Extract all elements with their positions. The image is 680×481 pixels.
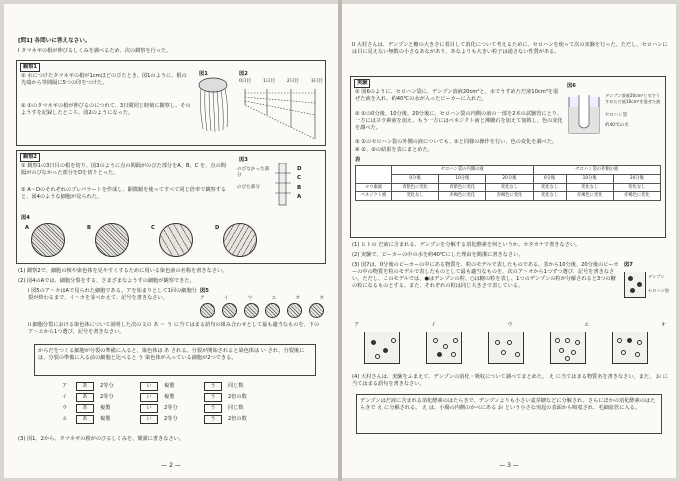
fig5-letter-e: エ [271, 296, 277, 301]
figure-3-letter-c: C [297, 175, 302, 182]
question-2-i: i 図5のア〜カはAで見られた細胞である。アを始まりとして1回の細胞分裂が終わるまで、イ〜カを並べかえて、記号を書きなさい。 [28, 288, 197, 302]
choice-value: 2等分 [100, 383, 114, 389]
table-cell: 赤褐色に変化 [486, 192, 533, 201]
fig5-cell-5 [287, 303, 302, 318]
question-1-right: (1) ヒトの だ液に含まれる、デンプンを分解する消化酵素を何というか。カタカナで書きなさい。 [352, 242, 581, 248]
table-cell: 変化なし [486, 183, 533, 192]
question-2-ii: ii 細胞分裂における染色体について説明した次の文の あ 〜 う に当てはまる語句の組み合わせとして最も適当なものを、下のア〜エから1つ選び、記号を書きなさい。 [28, 322, 320, 336]
choice-value: 複製 [100, 416, 111, 423]
results-table [355, 165, 661, 201]
table-time-cell: 10分後 [566, 174, 613, 183]
choice-value: 2等分 [164, 416, 178, 423]
table-cell: 変化なし [392, 192, 439, 201]
choice-value: 複製 [164, 394, 175, 401]
answer-choice-row [62, 393, 282, 402]
onion-root-figure [193, 77, 233, 133]
table-head-outside: セロハン袋の外側の液 [533, 166, 660, 175]
table-cell: 赤褐色に変化 [613, 192, 660, 201]
option-i-label: イ [430, 322, 436, 328]
left-page [4, 4, 338, 478]
observation-2-step-2: ② A〜Dのそれぞれのプレパラートを作成し、顕微鏡を使ってすべて同じ倍率で観察すると、図4のような細胞が見られた。 [21, 187, 227, 201]
option-u-beaker [488, 332, 524, 364]
observation-2-box [16, 150, 326, 264]
table-row-name: ヨウ素液 [356, 183, 392, 192]
choice-value: 同じ数 [228, 405, 244, 412]
table-row-name: ベネジクト液 [356, 192, 392, 201]
day-2-label: 2日目 [286, 79, 300, 84]
table-row [356, 192, 661, 201]
figure-3-stretched-label: のびた部分 [237, 185, 260, 190]
option-a-beaker [364, 332, 400, 364]
choice-value: 2倍の数 [228, 394, 247, 401]
observation-1-step-1: ① 水につけたタマネギの根が1cmほどのびたとき、図1のように、根の先端から等間隔に5つの印をつけた。 [21, 73, 187, 87]
cell-c-label: C [151, 225, 155, 231]
choice-value: 2等分 [164, 405, 178, 412]
fig5-cell-6 [309, 303, 324, 318]
fig5-letter-a: ア [200, 296, 205, 301]
choice-blank-label: あ [76, 415, 94, 424]
figure-5-letters [200, 296, 324, 302]
figure-6-note-3: 約40℃の水 [605, 123, 629, 128]
figure-3-letters [297, 165, 302, 202]
question-2-right: (2) 実験で、ビーカーの中の水を約40℃にした理由を簡潔に書きなさい。 [352, 252, 524, 258]
table-cell: 赤褐色に変化 [439, 192, 486, 201]
choice-blank-label: あ [76, 382, 94, 391]
figure-2-label: 図2 [239, 71, 248, 77]
option-u-label: ウ [507, 322, 513, 328]
figure-6-note-1: デンプン溶液20cm³と水でうすめただ液10cm³を混ぜた液 [605, 93, 661, 104]
table-result-rows [356, 183, 661, 201]
figure-7-label: 図7 [624, 262, 633, 268]
explanation-box [34, 344, 316, 376]
option-labels [354, 322, 666, 329]
choice-blank-label: い [140, 382, 158, 391]
starch-particle [637, 282, 642, 287]
fig5-letter-u: ウ [247, 296, 253, 301]
choice-blank-label: う [204, 404, 222, 413]
day-3-label: 3日目 [310, 79, 323, 84]
figure-3-letter-d: D [297, 166, 302, 172]
answer-choice-row [62, 415, 282, 424]
choice-key: イ [62, 394, 68, 401]
fig5-cell-2 [222, 303, 237, 318]
question-1: (1) 観察2で、細胞の核や染色体を見やすくするために用いる染色液の名称を書きなさい。 [18, 268, 228, 274]
question-3: (3) 図1、2から、タマネギの根がのびるしくみを、簡潔に書きなさい。 [18, 436, 185, 442]
table-time-cell: 20分後 [613, 174, 660, 183]
figure-4-label: 図4 [21, 215, 30, 221]
cell-d-label: D [215, 225, 220, 231]
beaker-cellophane-figure [565, 93, 603, 137]
figure-7-beaker [624, 272, 646, 298]
table-time-cell: 20分後 [486, 174, 533, 183]
explanation-text: からだをつくる細胞が分裂の準備に入ると、染色体は あ される。分裂が開始されると染色体は い され、分裂後には、分裂の準備に入る前の細胞と比べると う 染色体が入っている細胞が2つできる。 [38, 348, 305, 362]
experiment-tag: 実験 [354, 79, 370, 88]
choice-key: ウ [62, 405, 68, 412]
cut-root-figure [273, 163, 293, 207]
option-e-beaker [550, 332, 586, 364]
right-page [342, 4, 676, 478]
answer-choice-table [62, 382, 282, 426]
choice-blank-label: い [140, 404, 158, 413]
page-number-left: — 2 — [161, 461, 181, 469]
starch-particle [628, 276, 633, 281]
experiment-step-3: ③ ①のセロハン袋の外側の液についても、②と同様の操作を行い、色の変化を調べた。 [355, 139, 558, 145]
choice-value: 2等分 [100, 394, 114, 401]
table-cell: 青紫色に変化 [439, 183, 486, 192]
root-growth-figure [239, 87, 325, 141]
fig5-cell-1 [200, 303, 215, 318]
cell-image-a [31, 223, 65, 257]
section-i-intro: I タマネギの根が伸びるしくみを調べるため、次の観察を行った。 [18, 48, 172, 54]
choice-key: ア [62, 383, 68, 389]
figure-5-label: 図5 [200, 288, 209, 294]
table-cell: 変化なし [566, 183, 613, 192]
table-time-cell: 10分後 [439, 174, 486, 183]
fig5-letter-i: イ [223, 296, 229, 301]
answer-choice-row [62, 382, 282, 391]
observation-2-step-1: ① 観察1の3日目の根を切り、図3のように点の間隔がのびた部分をA、B、C を、点の間隔がのびなかった部分をDを切りとった。 [21, 163, 226, 177]
table-cell: 変化なし [533, 183, 566, 192]
option-o-beaker [612, 332, 648, 364]
summary-box [356, 394, 662, 434]
choice-blank-label: い [140, 393, 158, 402]
figure-3-unstretched-label: のびなかった部分 [237, 167, 270, 179]
cell-image-d [223, 223, 257, 257]
question-4-right: (4) 大村さんは、実験をふまえて、デンプンの消化・吸収について調べてまとめた。 え に当てはまる物質名を書きなさい。また、 お に当てはまる語句を書きなさい。 [352, 374, 668, 388]
observation-1-tag: 観察1 [20, 63, 40, 72]
cell-image-b [95, 223, 129, 257]
table-time-row [356, 174, 661, 183]
choice-value: 2倍の数 [228, 416, 247, 423]
option-i-beaker [426, 332, 462, 364]
figure-1-label: 図1 [199, 71, 208, 77]
table-time-cell: 0分後 [392, 174, 439, 183]
experiment-step-4: ④ ②、③の結果を表にまとめた。 [355, 147, 433, 153]
fig5-letter-ka: カ [319, 296, 324, 301]
experiment-box [350, 76, 666, 238]
table-time-cell: 0分後 [533, 174, 566, 183]
figure-6-label: 図6 [567, 83, 576, 89]
table-row [356, 183, 661, 192]
choice-blank-label: う [204, 393, 222, 402]
figure-3-letter-a: A [297, 194, 302, 201]
figure-5-cells [200, 303, 324, 318]
question-2: (2) 図4のAでは、細胞分裂をする、さまざまなようすの細胞が観察できた。 [18, 278, 195, 284]
fig5-letter-o: オ [295, 296, 301, 301]
question-3-right: (3) 図7は、0分後のビーカーの中にある物質を、粒のモデルで表したものである。表から10分後、20分後のビーカーの中の物質を粒のモデルで表したものとして最も適当なものを、次のア〜オから1つずつ選び、記号を書きなさい。ただし、このモデルでは、●はデンプンの粒、○は糖の粒を表し、1つのデンプンの粒が分解されると3つの糖の粒になるものとする。また、それぞれの粒は同じ大きさで表している。 [352, 262, 619, 290]
starch-particle [630, 288, 635, 293]
figure-6-note-2: セロハン袋 [605, 113, 627, 118]
day-0-label: 0日目 [239, 79, 252, 84]
choice-blank-label: あ [76, 404, 94, 413]
option-o-label: オ [660, 322, 666, 328]
page-number-right: — 3 — [499, 461, 519, 469]
figure-3-label: 図3 [239, 157, 248, 163]
choice-blank-label: あ [76, 393, 94, 402]
choice-key: エ [62, 416, 68, 423]
observation-1-step-2: ② ①のタマネギの根が伸びるのにつれて、3日間同じ時刻に観察し、そのようすを記録したところ、図2のようになった。 [21, 103, 191, 117]
table-cell: 青紫色に変化 [392, 183, 439, 192]
answer-choice-row [62, 404, 282, 413]
figure-2-day-labels [239, 79, 323, 85]
choice-blank-label: い [140, 415, 158, 424]
observation-1-box [16, 60, 326, 146]
table-head-inside: セロハン袋の内側の液 [392, 166, 534, 175]
question-1-heading: [問1] 各問いに答えなさい。 [18, 38, 91, 44]
fig5-cell-3 [244, 303, 259, 318]
experiment-step-1: ① 図6のように、セロハン袋に、デンプン溶液20cm³と、水でうすめただ液10cm³を混ぜた液を入れ、約40℃の水が入ったビーカーに入れた。 [355, 89, 559, 103]
option-e-label: エ [584, 322, 590, 328]
day-1-label: 1日目 [262, 79, 276, 84]
summary-text: デンプンはだ液に含まれる消化酵素のはたらきで、デンプンよりも小さい麦芽糖などに分解され、さらにほかの消化酵素のはたらきで え に分解される。 え は、小腸の内側のかべにある お という小さな突起の表面から吸収され、毛細血管に入る。 [360, 398, 656, 412]
table-label: 表 [355, 157, 361, 163]
experiment-step-2: ② ①の0分後、10分後、20分後に、セロハン袋の内側の液の一部を2本の試験管にとり、一方にはヨウ素液を加え、もう一方にはベネジクト液と沸騰石を加えて加熱し、色の変化を調べた。 [355, 111, 563, 132]
cell-a-label: A [25, 225, 30, 231]
table-corner [356, 166, 392, 184]
option-a-label: ア [354, 322, 360, 328]
observation-2-tag: 観察2 [20, 153, 40, 162]
table-cell: 赤褐色に変化 [566, 192, 613, 201]
choice-value: 同じ数 [228, 383, 244, 389]
choice-value: 複製 [100, 405, 111, 412]
figure-3-letter-b: B [297, 184, 302, 191]
cell-image-c [159, 223, 193, 257]
section-ii-intro: II 大村さんは、デンプンと糖の大きさに着目して消化について考えるために、セロハンを使って次の実験を行った。ただし、セロハンには目に見えない無数の小さなあながあり、あなよりも大きい粒子は通さない性質がある。 [352, 42, 668, 56]
choice-value: 複製 [164, 383, 175, 389]
table-cell: 変化なし [533, 192, 566, 201]
cell-b-label: B [87, 225, 91, 231]
figure-7-note-2: セロハン袋 [648, 288, 669, 293]
figure-7-note-1: デンプン [648, 274, 665, 279]
choice-blank-label: う [204, 382, 222, 391]
choice-blank-label: う [204, 415, 222, 424]
fig5-cell-4 [265, 303, 280, 318]
table-cell: 変化なし [613, 183, 660, 192]
